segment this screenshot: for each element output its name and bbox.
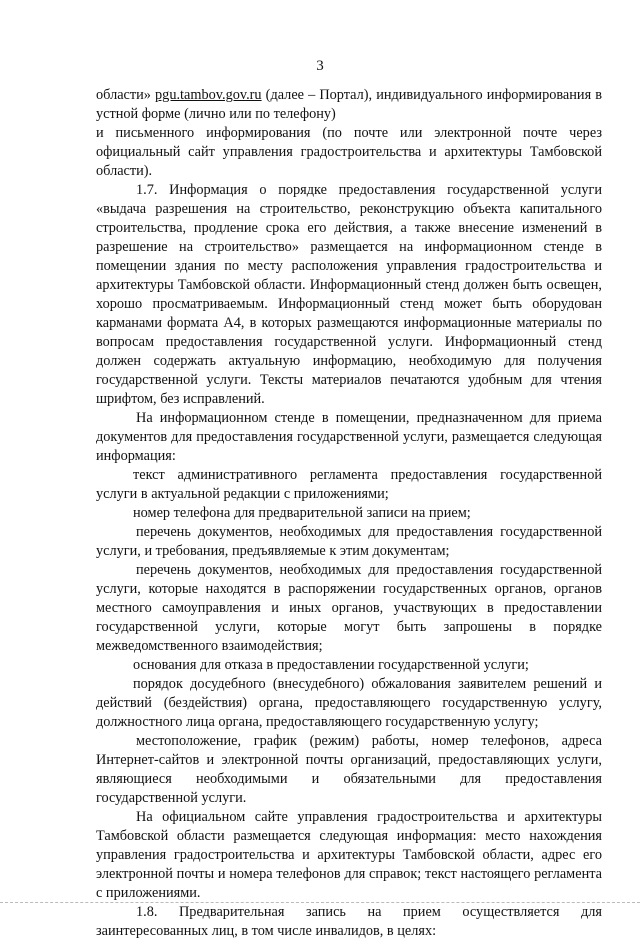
- portal-suffix: (далее – Портал), индивидуального информирования в устной форме (лично или по телефону): [96, 87, 602, 122]
- page-number: 3: [316, 58, 324, 74]
- page-bottom-edge: [0, 900, 640, 903]
- paragraph-1-7: 1.7. Информация о порядке предоставления государственной услуги «выдача разрешения на строительство, реконструкцию объекта капитального строительства, продление срока его действия, а также внесение изменений в разрешение на строительство» размещается на информационном стенде в помещении здания по месту расположения управления градостроительства и архитектуры Тамбовской области. Информационный стенд должен быть освещен, хорошо просматриваемым. Информационный стенд может быть оборудован карманами формата А4, в которых размещаются информационные материалы по вопросам предоставления государственной услуги. Информационный стенд должен содержать актуальную информацию, необходимую для получения государственной услуги. Тексты материалов печатаются удобным для чтения шрифтом, без исправлений.: [96, 182, 602, 407]
- list-item-documents: перечень документов, необходимых для предоставления государственной услуги, и требования, предъявляемые к этим документам;: [96, 524, 602, 559]
- paragraph-portal: [96, 86, 602, 124]
- list-item-phone: номер телефона для предварительной записи на прием;: [133, 505, 471, 521]
- portal-prefix: области»: [96, 87, 156, 103]
- list-item-refusal-grounds: основания для отказа в предоставлении государственной услуги;: [133, 657, 529, 673]
- paragraph-stand-info: На информационном стенде в помещении, предназначенном для приема документов для предоставления государственной услуги, размещается следующая информация:: [96, 410, 602, 464]
- paragraph-written-info: и письменного информирования (по почте или электронной почте через официальный сайт управления градостроительства и архитектуры Тамбовской области).: [96, 125, 602, 179]
- portal-link[interactable]: pgu.tambov.gov.ru: [155, 87, 262, 103]
- list-item-regulation-text: текст административного регламента предоставления государственной услуги в актуальной редакции с приложениями;: [96, 467, 602, 502]
- paragraph-1-8: 1.8. Предварительная запись на прием осуществляется для заинтересованных лиц, в том числе инвалидов, в целях:: [96, 904, 602, 939]
- document-body: [96, 86, 602, 941]
- paragraph-official-site: На официальном сайте управления градостроительства и архитектуры Тамбовской области размещается следующая информация: место нахождения управления градостроительства и архитектуры Тамбовской области, адрес его электронной почты и номера телефонов для справок; текст настоящего регламента с приложениями.: [96, 809, 602, 901]
- list-item-appeal-procedure: порядок досудебного (внесудебного) обжалования заявителем решений и действий (бездействия) органа, предоставляющего государственную услугу, должностного лица органа, предоставляющего государственную услугу;: [96, 676, 602, 730]
- list-item-location-schedule: местоположение, график (режим) работы, номер телефонов, адреса Интернет-сайтов и электронной почты организаций, предоставляющих услуги, являющиеся необходимыми и обязательными для предоставления государственной услуги.: [96, 733, 602, 806]
- list-item-interagency-documents: перечень документов, необходимых для предоставления государственной услуги, которые находятся в распоряжении государственных органов, органов местного самоуправления и иных органов, участвующих в предоставлении государственной услуги, которые могут быть запрошены в порядке межведомственного взаимодействия;: [96, 562, 602, 654]
